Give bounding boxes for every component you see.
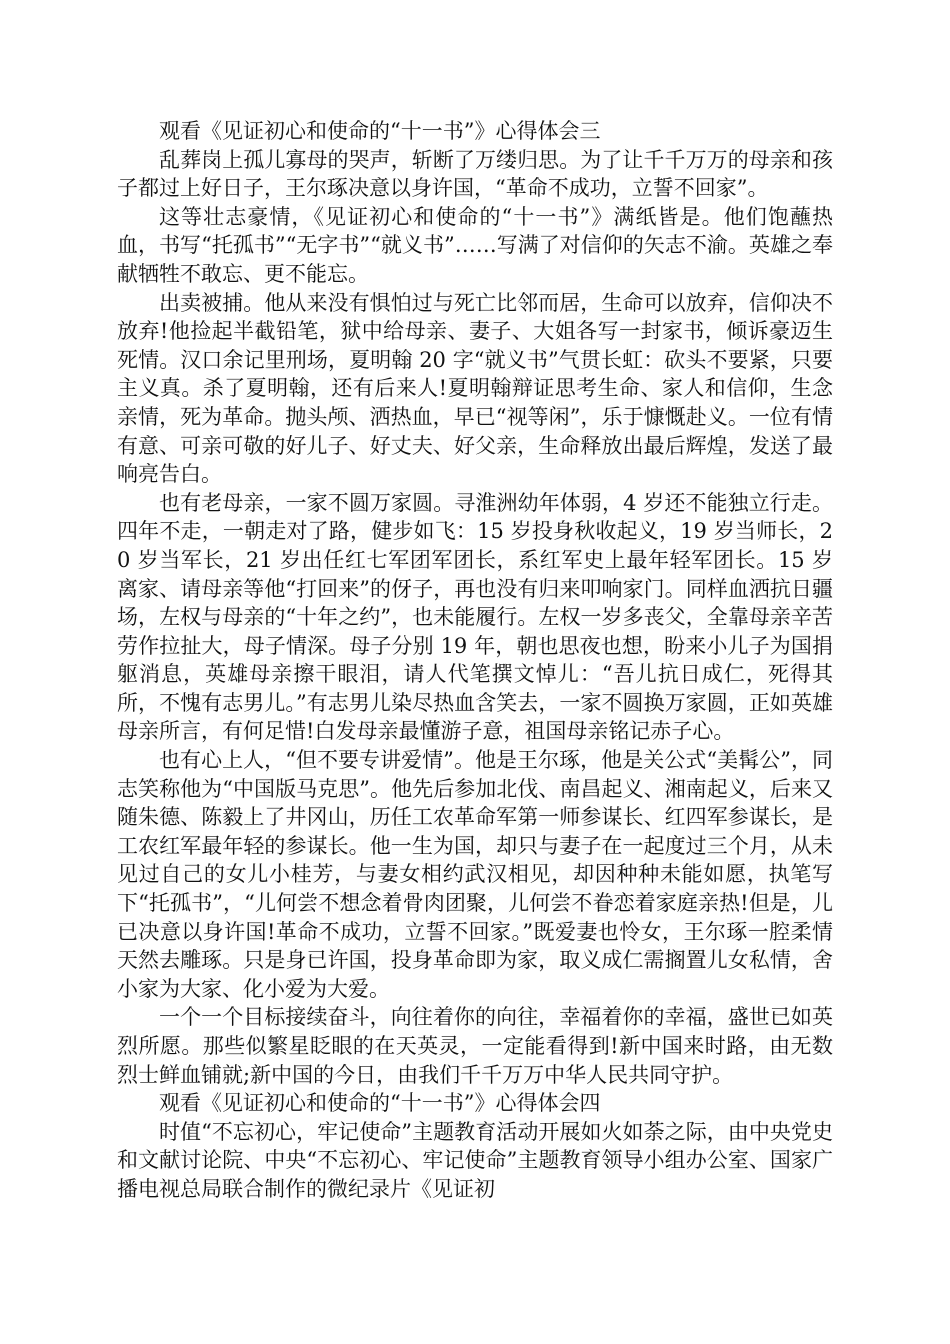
paragraph: 也有心上人，“但不要专讲爱情”。他是王尔琢，他是关公式“美髯公”，同志笑称他为“中国版马克思”。他先后参加北伐、南昌起义、湘南起义，后来又随朱德、陈毅上了井冈山，历任工农革命军第一师参谋长、红四军参谋长，是工农红军最年轻的参谋长。他一生为国，却只与妻子在一起度过三个月，从未见过自己的女儿小桂芳，与妻女相约武汉相见，却因种种未能如愿，执笔写下“托孤书”，“儿何尝不想念着骨肉团聚，儿何尝不眷恋着家庭亲热!但是，儿已决意以身许国!革命不成功，立誓不回家。”既爱妻也怜女，王尔琢一腔柔情天然去雕琢。只是身已许国，投身革命即为家，取义成仁需搁置儿女私情，舍小家为大家、化小爱为大爱。 [117, 748, 833, 1001]
paragraph: 也有老母亲，一家不圆万家圆。寻淮洲幼年体弱，4 岁还不能独立行走。四年不走，一朝走对了路，健步如飞：15 岁投身秋收起义，19 岁当师长，20 岁当军长，21 岁出任红七军团军团长，系红军史上最年轻军团长。15 岁离家、请母亲等他“打回来”的伢子，再也没有归来叩响家门。同样血洒抗日疆场，左权与母亲的“十年之约”，也未能履行。左权一岁多丧父，全靠母亲辛苦劳作拉扯大，母子情深。母子分别 19 年，朝也思夜也想，盼来小儿子为国捐躯消息，英雄母亲擦干眼泪，请人代笔撰文悼儿：“吾儿抗日成仁，死得其所，不愧有志男儿。”有志男儿染尽热血含笑去，一家不圆换万家圆，正如英雄母亲所言，有何足惜!白发母亲最懂游子意，祖国母亲铭记赤子心。 [117, 490, 833, 744]
paragraph: 一个一个目标接续奋斗，向往着你的向往，幸福着你的幸福，盛世已如英烈所愿。那些似繁星眨眼的在天英灵，一定能看得到!新中国来时路，由无数烈士鲜血铺就;新中国的今日，由我们千千万万中华人民共同守护。 [117, 1005, 833, 1087]
paragraph: 这等壮志豪情，《见证初心和使命的“十一书”》满纸皆是。他们饱蘸热血，书写“托孤书”“无字书”“就义书”……写满了对信仰的矢志不渝。英雄之奉献牺牲不敢忘、更不能忘。 [117, 204, 833, 286]
section-heading-4: 观看《见证初心和使命的“十一书”》心得体会四 [159, 1091, 601, 1116]
paragraph: 乱葬岗上孤儿寡母的哭声，斩断了万缕归思。为了让千千万万的母亲和孩子都过上好日子，王尔琢决意以身许国，“革命不成功，立誓不回家”。 [117, 147, 833, 201]
paragraph: 出卖被捕。他从来没有惧怕过与死亡比邻而居，生命可以放弃，信仰决不放弃!他捡起半截铅笔，狱中给母亲、妻子、大姐各写一封家书，倾诉豪迈生死情。汉口余记里刑场，夏明翰 20 字“就义书”气贯长虹：砍头不要紧，只要主义真。杀了夏明翰，还有后来人!夏明翰辩证思考生命、家人和信仰，生念亲情，死为革命。抛头颅、洒热血，早已“视等闲”，乐于慷慨赴义。一位有情有意、可亲可敬的好儿子、好丈夫、好父亲，生命释放出最后辉煌，发送了最响亮告白。 [117, 290, 833, 487]
section-heading-3: 观看《见证初心和使命的“十一书”》心得体会三 [159, 119, 601, 143]
document-body [117, 117, 833, 1204]
paragraph: 时值“不忘初心，牢记使命”主题教育活动开展如火如荼之际，由中央党史和文献讨论院、中央“不忘初心、牢记使命”主题教育领导小组办公室、国家广播电视总局联合制作的微纪录片《见证初 [117, 1119, 833, 1201]
